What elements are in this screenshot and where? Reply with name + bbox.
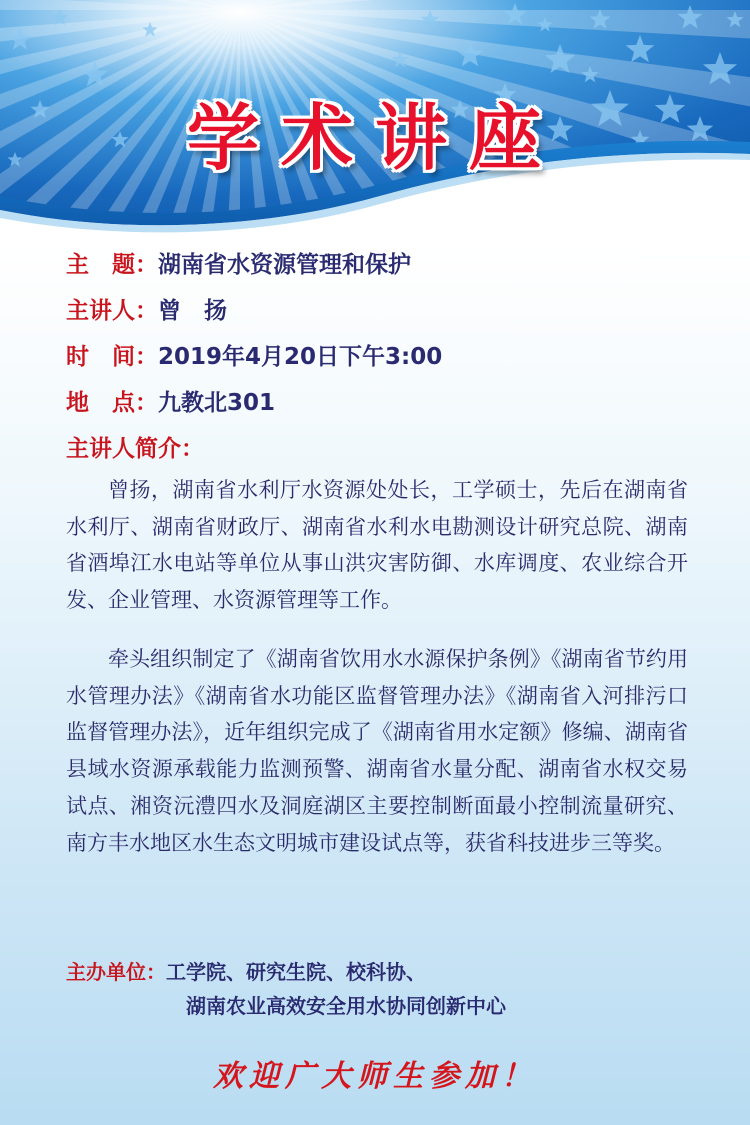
page-title: 学术讲座: [186, 95, 563, 180]
topic-label: 主 题：: [66, 252, 158, 278]
intro-paragraph-1: 曾扬，湖南省水利厅水资源处处长，工学硕士，先后在湖南省水利厅、湖南省财政厅、湖南省水利水电勘测设计研究总院、湖南省酒埠江水电站等单位从事山洪灾害防御、水库调度、农业综合开发、企业管理、水资源管理等工作。: [66, 478, 688, 613]
topic-row: [66, 250, 411, 280]
topic-value: 湖南省水资源管理和保护: [158, 252, 411, 278]
speaker-row: [66, 296, 227, 326]
location-value: 九教北301: [158, 390, 276, 416]
organizer-line-2: 湖南农业高效安全用水协同创新中心: [186, 994, 506, 1018]
intro-heading: 主讲人简介：: [66, 436, 204, 462]
speaker-label: 主讲人：: [66, 298, 158, 324]
welcome-slogan: 欢迎广大师生参加！: [213, 1059, 537, 1094]
time-label: 时 间：: [66, 344, 158, 370]
location-row: [66, 388, 275, 418]
organizer-row: [66, 955, 426, 989]
time-row: [66, 342, 442, 372]
location-label: 地 点：: [66, 390, 158, 416]
organizer-label: 主办单位：: [66, 960, 166, 984]
speaker-value: 曾 扬: [158, 298, 227, 324]
organizer-line-1: 工学院、研究生院、校科协、: [166, 960, 426, 984]
time-value: 2019年4月20日下午3:00: [158, 344, 443, 370]
intro-paragraph-2: 牵头组织制定了《湖南省饮用水水源保护条例》《湖南省节约用水管理办法》《湖南省水功能区监督管理办法》《湖南省入河排污口监督管理办法》，近年组织完成了《湖南省用水定额》修编、湖南省县域水资源承载能力监测预警、湖南省水量分配、湖南省水权交易试点、湘资沅澧四水及洞庭湖区主要控制断面最小控制流量研究、南方丰水地区水生态文明城市建设试点等，获省科技进步三等奖。: [66, 647, 688, 855]
